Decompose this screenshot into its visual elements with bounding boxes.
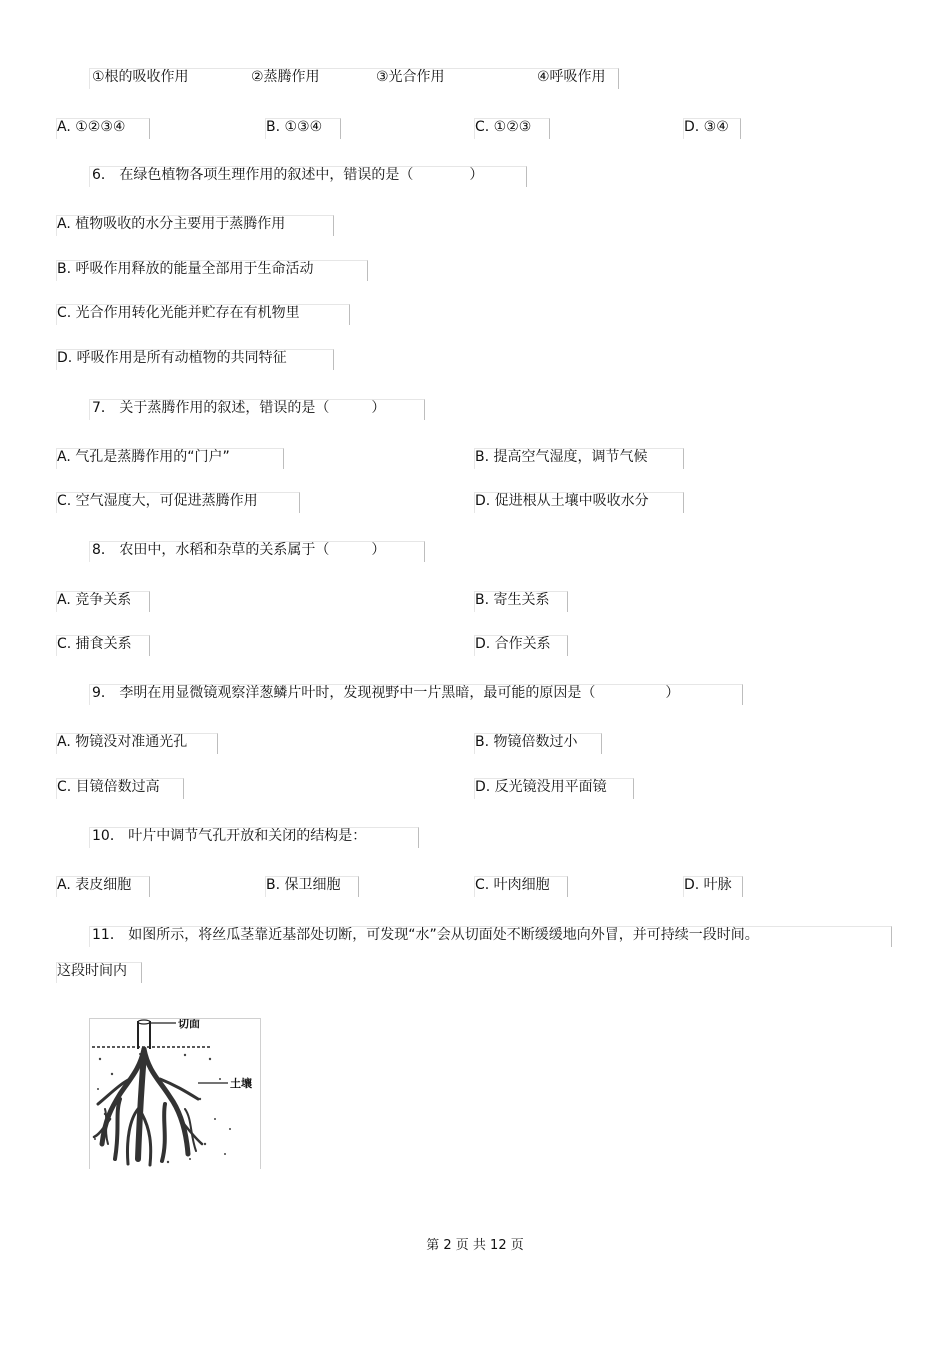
q11-stem-line2: 这段时间内 <box>57 963 127 979</box>
q10-option-d[interactable]: D. 叶脉 <box>684 877 732 893</box>
q5-item-3: ③光合作用 <box>376 69 445 85</box>
figure-label-cut-surface: 切面 <box>178 1019 200 1030</box>
q10-option-a[interactable]: A. 表皮细胞 <box>57 877 132 893</box>
page-footer: 第 2 页 共 12 页 <box>426 1238 524 1253</box>
q5-item-1: ①根的吸收作用 <box>92 69 189 85</box>
q5-item-4: ④呼吸作用 <box>537 69 606 85</box>
q8-option-d[interactable]: D. 合作关系 <box>475 636 551 652</box>
q11-stem-line1: 11． 如图所示，将丝瓜茎靠近基部处切断，可发现“水”会从切面处不断缓缓地向外冒，并可持续一段时间。 <box>92 927 759 943</box>
q5-item-2: ②蒸腾作用 <box>251 69 320 85</box>
q10-stem: 10． 叶片中调节气孔开放和关闭的结构是： <box>92 828 367 844</box>
q6-option-a[interactable]: A. 植物吸收的水分主要用于蒸腾作用 <box>57 216 286 232</box>
q7-option-b[interactable]: B. 提高空气湿度，调节气候 <box>475 449 648 465</box>
q9-stem: 9． 李明在用显微镜观察洋葱鳞片叶时，发现视野中一片黑暗，最可能的原因是（ ） <box>92 685 680 701</box>
root-system-illustration <box>90 1019 260 1169</box>
q10-option-c[interactable]: C. 叶肉细胞 <box>475 877 550 893</box>
q8-option-a[interactable]: A. 竞争关系 <box>57 592 132 608</box>
q9-option-d[interactable]: D. 反光镜没用平面镜 <box>475 779 607 795</box>
q9-option-c[interactable]: C. 目镜倍数过高 <box>57 779 160 795</box>
figure-label-soil: 土壤 <box>230 1077 252 1090</box>
q6-option-d[interactable]: D. 呼吸作用是所有动植物的共同特征 <box>57 350 287 366</box>
q5-option-a[interactable]: A. ①②③④ <box>57 119 126 135</box>
q5-option-b[interactable]: B. ①③④ <box>266 119 323 135</box>
q6-option-b[interactable]: B. 呼吸作用释放的能量全部用于生命活动 <box>57 261 314 277</box>
q9-option-a[interactable]: A. 物镜没对准通光孔 <box>57 734 188 750</box>
q8-option-c[interactable]: C. 捕食关系 <box>57 636 132 652</box>
q7-option-d[interactable]: D. 促进根从土壤中吸收水分 <box>475 493 649 509</box>
q7-option-a[interactable]: A. 气孔是蒸腾作用的“门户” <box>57 449 230 465</box>
q9-option-b[interactable]: B. 物镜倍数过小 <box>475 734 578 750</box>
q7-stem: 7． 关于蒸腾作用的叙述，错误的是（ ） <box>92 400 386 416</box>
q6-option-c[interactable]: C. 光合作用转化光能并贮存在有机物里 <box>57 305 300 321</box>
q5-option-d[interactable]: D. ③④ <box>684 119 729 135</box>
q8-stem: 8． 农田中，水稻和杂草的关系属于（ ） <box>92 542 386 558</box>
q7-option-c[interactable]: C. 空气湿度大，可促进蒸腾作用 <box>57 493 258 509</box>
q6-stem: 6． 在绿色植物各项生理作用的叙述中，错误的是（ ） <box>92 167 484 183</box>
q10-option-b[interactable]: B. 保卫细胞 <box>266 877 341 893</box>
q11-figure <box>89 1018 261 1169</box>
q8-option-b[interactable]: B. 寄生关系 <box>475 592 550 608</box>
q5-option-c[interactable]: C. ①②③ <box>475 119 532 135</box>
